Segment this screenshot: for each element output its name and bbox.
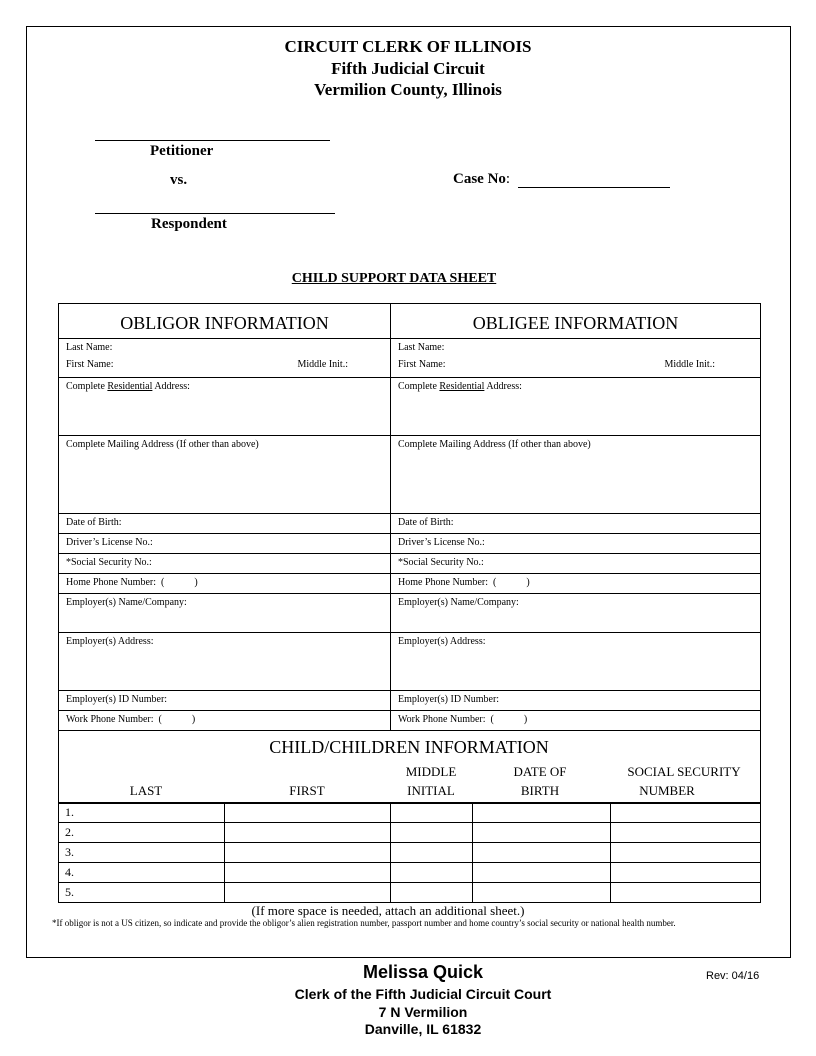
clerk-title: Clerk of the Fifth Judicial Circuit Court <box>294 986 552 1002</box>
revision-date: Rev: 04/16 <box>706 970 760 982</box>
footnote: *If obligor is not a US citizen, so indicate and provide the obligor’s alien registration number, passport number and home country’s social security or national health number. <box>52 918 676 928</box>
child-middle-cell[interactable] <box>391 863 473 883</box>
obligee-employer-name-cell[interactable]: Employer(s) Name/Company: <box>391 594 761 633</box>
obligor-ssn-cell[interactable]: *Social Security No.: <box>59 554 391 574</box>
obligee-first-name-label: First Name: <box>398 359 446 370</box>
header-circuit: Fifth Judicial Circuit <box>331 59 485 78</box>
col-ssn-label-1: SOCIAL SECURITY <box>627 764 741 779</box>
child-last-cell[interactable]: 2. <box>59 823 225 843</box>
obligor-heading: OBLIGOR INFORMATION <box>59 304 391 339</box>
clerk-address-street: 7 N Vermilion <box>378 1004 468 1020</box>
child-first-cell[interactable] <box>225 803 391 823</box>
child-last-cell[interactable]: 3. <box>59 843 225 863</box>
child-last-cell[interactable]: 5. <box>59 883 225 903</box>
child-ssn-cell[interactable] <box>611 843 761 863</box>
child-dob-cell[interactable] <box>473 803 611 823</box>
obligee-employer-id-cell[interactable]: Employer(s) ID Number: <box>391 691 761 711</box>
obligor-middle-init-label: Middle Init.: <box>297 359 348 370</box>
obligee-home-phone-cell[interactable]: Home Phone Number: ( ) <box>391 574 761 594</box>
child-ssn-cell[interactable] <box>611 863 761 883</box>
table-row <box>59 883 761 903</box>
child-first-cell[interactable] <box>225 823 391 843</box>
col-last-label: LAST <box>129 783 163 798</box>
case-no-colon: : <box>505 171 511 187</box>
child-middle-cell[interactable] <box>391 823 473 843</box>
obligee-middle-init-label: Middle Init.: <box>664 359 715 370</box>
case-no-label: Case No <box>453 171 506 187</box>
col-dob-label-1: DATE OF <box>513 764 567 779</box>
obligor-first-name-label: First Name: <box>66 359 114 370</box>
obligor-res-addr-underlined: Residential <box>107 381 153 392</box>
respondent-label: Respondent <box>151 216 227 232</box>
obligee-drivers-license-cell[interactable]: Driver’s License No.: <box>391 534 761 554</box>
obligor-employer-address-cell[interactable]: Employer(s) Address: <box>59 633 391 691</box>
children-table <box>58 802 761 903</box>
obligor-res-addr-pre: Complete <box>66 381 108 392</box>
child-middle-cell[interactable] <box>391 803 473 823</box>
obligor-res-addr-post: Address: <box>152 381 190 392</box>
obligor-employer-name-cell[interactable]: Employer(s) Name/Company: <box>59 594 391 633</box>
more-space-note: (If more space is needed, attach an additional sheet.) <box>251 903 525 918</box>
obligor-residential-address-cell[interactable] <box>59 378 391 436</box>
table-row <box>59 863 761 883</box>
form-title: CHILD SUPPORT DATA SHEET <box>291 271 497 286</box>
obligee-ssn-cell[interactable]: *Social Security No.: <box>391 554 761 574</box>
table-row <box>59 843 761 863</box>
child-last-cell[interactable]: 4. <box>59 863 225 883</box>
child-ssn-cell[interactable] <box>611 823 761 843</box>
obligor-home-phone-cell[interactable]: Home Phone Number: ( ) <box>59 574 391 594</box>
obligee-last-name-label: Last Name: <box>398 342 445 353</box>
child-first-cell[interactable] <box>225 863 391 883</box>
obligor-work-phone-cell[interactable]: Work Phone Number: ( ) <box>59 711 391 731</box>
obligee-work-phone-cell[interactable]: Work Phone Number: ( ) <box>391 711 761 731</box>
col-middle-label-1: MIDDLE <box>405 764 457 779</box>
header-county: Vermilion County, Illinois <box>314 80 502 99</box>
respondent-line <box>95 213 335 214</box>
obligee-name-cell[interactable] <box>391 339 761 378</box>
child-middle-cell[interactable] <box>391 883 473 903</box>
clerk-address-city: Danville, IL 61832 <box>364 1021 482 1037</box>
obligee-dob-cell[interactable]: Date of Birth: <box>391 514 761 534</box>
petitioner-line <box>95 140 330 141</box>
child-dob-cell[interactable] <box>473 883 611 903</box>
obligee-res-addr-pre: Complete <box>398 381 440 392</box>
obligor-name-cell[interactable] <box>59 339 391 378</box>
obligor-last-name-label: Last Name: <box>66 342 113 353</box>
obligee-mailing-address-cell[interactable]: Complete Mailing Address (If other than above) <box>391 436 761 514</box>
header-court-name: CIRCUIT CLERK OF ILLINOIS <box>284 37 532 56</box>
obligee-employer-address-cell[interactable]: Employer(s) Address: <box>391 633 761 691</box>
obligee-res-addr-post: Address: <box>484 381 522 392</box>
child-dob-cell[interactable] <box>473 823 611 843</box>
obligor-dob-cell[interactable]: Date of Birth: <box>59 514 391 534</box>
child-ssn-cell[interactable] <box>611 803 761 823</box>
child-dob-cell[interactable] <box>473 843 611 863</box>
obligee-res-addr-underlined: Residential <box>439 381 485 392</box>
vs-label: vs. <box>170 172 188 188</box>
child-middle-cell[interactable] <box>391 843 473 863</box>
case-no <box>453 171 510 188</box>
obligor-employer-id-cell[interactable]: Employer(s) ID Number: <box>59 691 391 711</box>
col-first-label: FIRST <box>289 783 325 798</box>
obligee-heading: OBLIGEE INFORMATION <box>391 304 761 339</box>
obligor-mailing-address-cell[interactable]: Complete Mailing Address (If other than above) <box>59 436 391 514</box>
child-first-cell[interactable] <box>225 843 391 863</box>
child-dob-cell[interactable] <box>473 863 611 883</box>
children-heading: CHILD/CHILDREN INFORMATION <box>269 737 549 757</box>
parties-table <box>58 303 761 804</box>
child-first-cell[interactable] <box>225 883 391 903</box>
child-last-cell[interactable]: 1. <box>59 803 225 823</box>
clerk-name: Melissa Quick <box>362 962 484 982</box>
col-middle-label-2: INITIAL <box>407 783 455 798</box>
petitioner-label: Petitioner <box>150 143 214 159</box>
col-dob-label-2: BIRTH <box>520 783 560 798</box>
obligee-residential-address-cell[interactable] <box>391 378 761 436</box>
col-ssn-label-2: NUMBER <box>639 783 695 798</box>
child-ssn-cell[interactable] <box>611 883 761 903</box>
case-no-field[interactable] <box>518 187 670 188</box>
table-row <box>59 803 761 823</box>
obligor-drivers-license-cell[interactable]: Driver’s License No.: <box>59 534 391 554</box>
table-row <box>59 823 761 843</box>
